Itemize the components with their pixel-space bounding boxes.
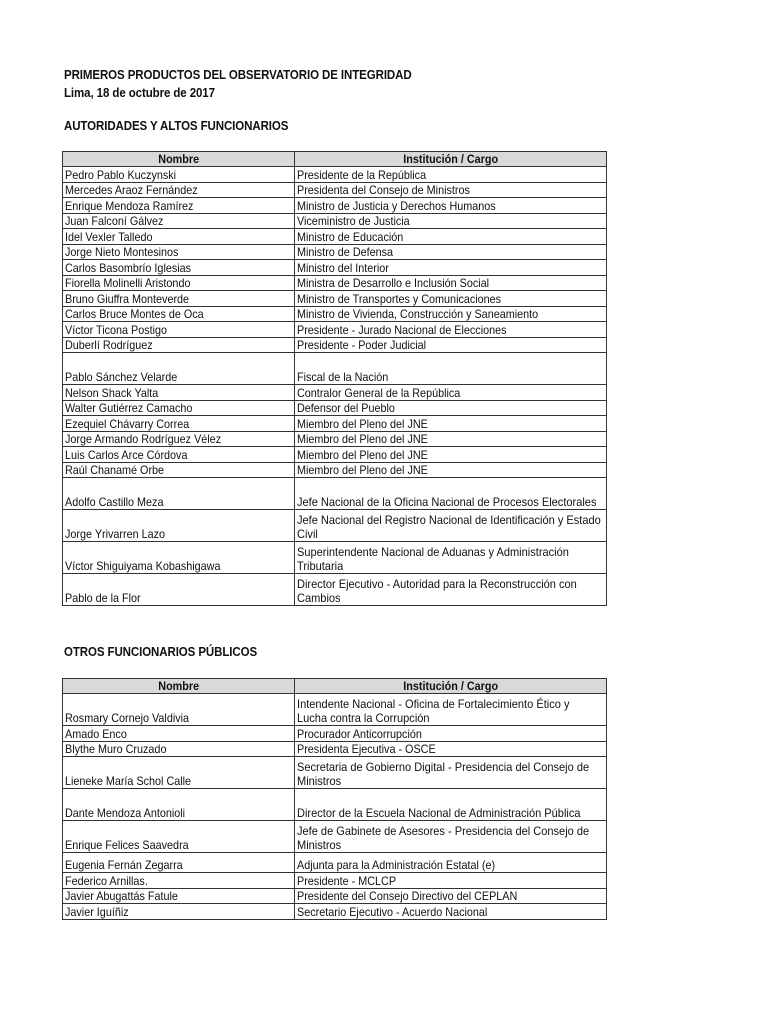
section-title-otros-funcionarios: OTROS FUNCIONARIOS PÚBLICOS [64, 645, 258, 659]
role-cell: Presidente del Consejo Directivo del CEPLAN [295, 888, 607, 904]
name-cell: Rosmary Cornejo Valdivia [63, 694, 295, 726]
table-row [63, 416, 607, 432]
role-cell: Miembro del Pleno del JNE [295, 462, 607, 478]
role-cell: Ministro de Vivienda, Construcción y Saneamiento [295, 306, 607, 322]
table-row [63, 904, 607, 920]
table-row [63, 447, 607, 463]
name-cell: Víctor Shiguiyama Kobashigawa [63, 542, 295, 574]
name-cell: Lieneke María Schol Calle [63, 757, 295, 789]
name-cell: Blythe Muro Cruzado [63, 741, 295, 757]
name-cell: Enrique Felices Saavedra [63, 821, 295, 853]
role-cell: Presidente - Jurado Nacional de Elecciones [295, 322, 607, 338]
role-cell: Viceministro de Justicia [295, 213, 607, 229]
column-header-institucion-cargo: Institución / Cargo [295, 152, 607, 167]
table-row [63, 726, 607, 742]
role-cell: Procurador Anticorrupción [295, 726, 607, 742]
role-cell: Defensor del Pueblo [295, 400, 607, 416]
role-cell: Jefe Nacional del Registro Nacional de Identificación y Estado Civil [295, 510, 607, 542]
table-row [63, 741, 607, 757]
role-cell: Presidente - MCLCP [295, 873, 607, 889]
role-cell: Director de la Escuela Nacional de Administración Pública [295, 789, 607, 821]
table-row [63, 431, 607, 447]
section-title-autoridades: AUTORIDADES Y ALTOS FUNCIONARIOS [64, 119, 289, 133]
table-row [63, 229, 607, 245]
table-row [63, 821, 607, 853]
column-header-nombre: Nombre [63, 679, 295, 694]
table-row [63, 789, 607, 821]
name-cell: Raúl Chanamé Orbe [63, 462, 295, 478]
table-row [63, 213, 607, 229]
name-cell: Walter Gutiérrez Camacho [63, 400, 295, 416]
name-cell: Adolfo Castillo Meza [63, 478, 295, 510]
name-cell: Idel Vexler Talledo [63, 229, 295, 245]
role-cell: Adjunta para la Administración Estatal (e) [295, 853, 607, 873]
name-cell: Mercedes Araoz Fernández [63, 182, 295, 198]
name-cell: Eugenia Fernán Zegarra [63, 853, 295, 873]
name-cell: Fiorella Molinelli Aristondo [63, 275, 295, 291]
role-cell: Miembro del Pleno del JNE [295, 416, 607, 432]
table-row [63, 322, 607, 338]
table-row [63, 694, 607, 726]
table-row [63, 400, 607, 416]
document-title: PRIMEROS PRODUCTOS DEL OBSERVATORIO DE INTEGRIDAD [64, 68, 412, 82]
table-row [63, 853, 607, 873]
table-row [63, 574, 607, 606]
role-cell: Ministro de Transportes y Comunicaciones [295, 291, 607, 307]
name-cell: Juan Falconí Gálvez [63, 213, 295, 229]
table-row [63, 757, 607, 789]
table-row [63, 873, 607, 889]
table-row [63, 337, 607, 353]
table-row [63, 385, 607, 401]
name-cell: Duberlí Rodríguez [63, 337, 295, 353]
document-date: Lima, 18 de octubre de 2017 [64, 86, 215, 100]
role-cell: Ministro del Interior [295, 260, 607, 276]
name-cell: Jorge Yrivarren Lazo [63, 510, 295, 542]
role-cell: Presidente - Poder Judicial [295, 337, 607, 353]
name-cell: Jorge Nieto Montesinos [63, 244, 295, 260]
name-cell: Amado Enco [63, 726, 295, 742]
table-row [63, 462, 607, 478]
autoridades-table [62, 151, 607, 606]
name-cell: Dante Mendoza Antonioli [63, 789, 295, 821]
role-cell: Secretaria de Gobierno Digital - Presidencia del Consejo de Ministros [295, 757, 607, 789]
table-row [63, 198, 607, 214]
table-row [63, 478, 607, 510]
role-cell: Fiscal de la Nación [295, 353, 607, 385]
table-row [63, 275, 607, 291]
name-cell: Enrique Mendoza Ramírez [63, 198, 295, 214]
table-row [63, 353, 607, 385]
name-cell: Víctor Ticona Postigo [63, 322, 295, 338]
role-cell: Secretario Ejecutivo - Acuerdo Nacional [295, 904, 607, 920]
name-cell: Carlos Bruce Montes de Oca [63, 306, 295, 322]
table-row [63, 244, 607, 260]
role-cell: Jefe de Gabinete de Asesores - Presidencia del Consejo de Ministros [295, 821, 607, 853]
table-row [63, 291, 607, 307]
name-cell: Ezequiel Chávarry Correa [63, 416, 295, 432]
name-cell: Pedro Pablo Kuczynski [63, 167, 295, 183]
role-cell: Miembro del Pleno del JNE [295, 447, 607, 463]
role-cell: Presidente de la República [295, 167, 607, 183]
column-header-institucion-cargo: Institución / Cargo [295, 679, 607, 694]
table-row [63, 260, 607, 276]
role-cell: Ministra de Desarrollo e Inclusión Social [295, 275, 607, 291]
name-cell: Federico Arnillas. [63, 873, 295, 889]
role-cell: Intendente Nacional - Oficina de Fortalecimiento Ético y Lucha contra la Corrupción [295, 694, 607, 726]
role-cell: Presidenta Ejecutiva - OSCE [295, 741, 607, 757]
table-row [63, 182, 607, 198]
role-cell: Ministro de Justicia y Derechos Humanos [295, 198, 607, 214]
name-cell: Carlos Basombrío Iglesias [63, 260, 295, 276]
table-row [63, 510, 607, 542]
name-cell: Javier Abugattás Fatule [63, 888, 295, 904]
role-cell: Ministro de Educación [295, 229, 607, 245]
column-header-nombre: Nombre [63, 152, 295, 167]
role-cell: Superintendente Nacional de Aduanas y Administración Tributaria [295, 542, 607, 574]
role-cell: Ministro de Defensa [295, 244, 607, 260]
name-cell: Luis Carlos Arce Córdova [63, 447, 295, 463]
name-cell: Bruno Giuffra Monteverde [63, 291, 295, 307]
name-cell: Pablo de la Flor [63, 574, 295, 606]
name-cell: Pablo Sánchez Velarde [63, 353, 295, 385]
role-cell: Jefe Nacional de la Oficina Nacional de Procesos Electorales [295, 478, 607, 510]
name-cell: Nelson Shack Yalta [63, 385, 295, 401]
role-cell: Presidenta del Consejo de Ministros [295, 182, 607, 198]
otros-funcionarios-table [62, 678, 607, 920]
name-cell: Jorge Armando Rodríguez Vélez [63, 431, 295, 447]
table-row [63, 542, 607, 574]
table-row [63, 167, 607, 183]
table-row [63, 888, 607, 904]
role-cell: Miembro del Pleno del JNE [295, 431, 607, 447]
table-row [63, 306, 607, 322]
role-cell: Director Ejecutivo - Autoridad para la Reconstrucción con Cambios [295, 574, 607, 606]
role-cell: Contralor General de la República [295, 385, 607, 401]
name-cell: Javier Iguíñiz [63, 904, 295, 920]
